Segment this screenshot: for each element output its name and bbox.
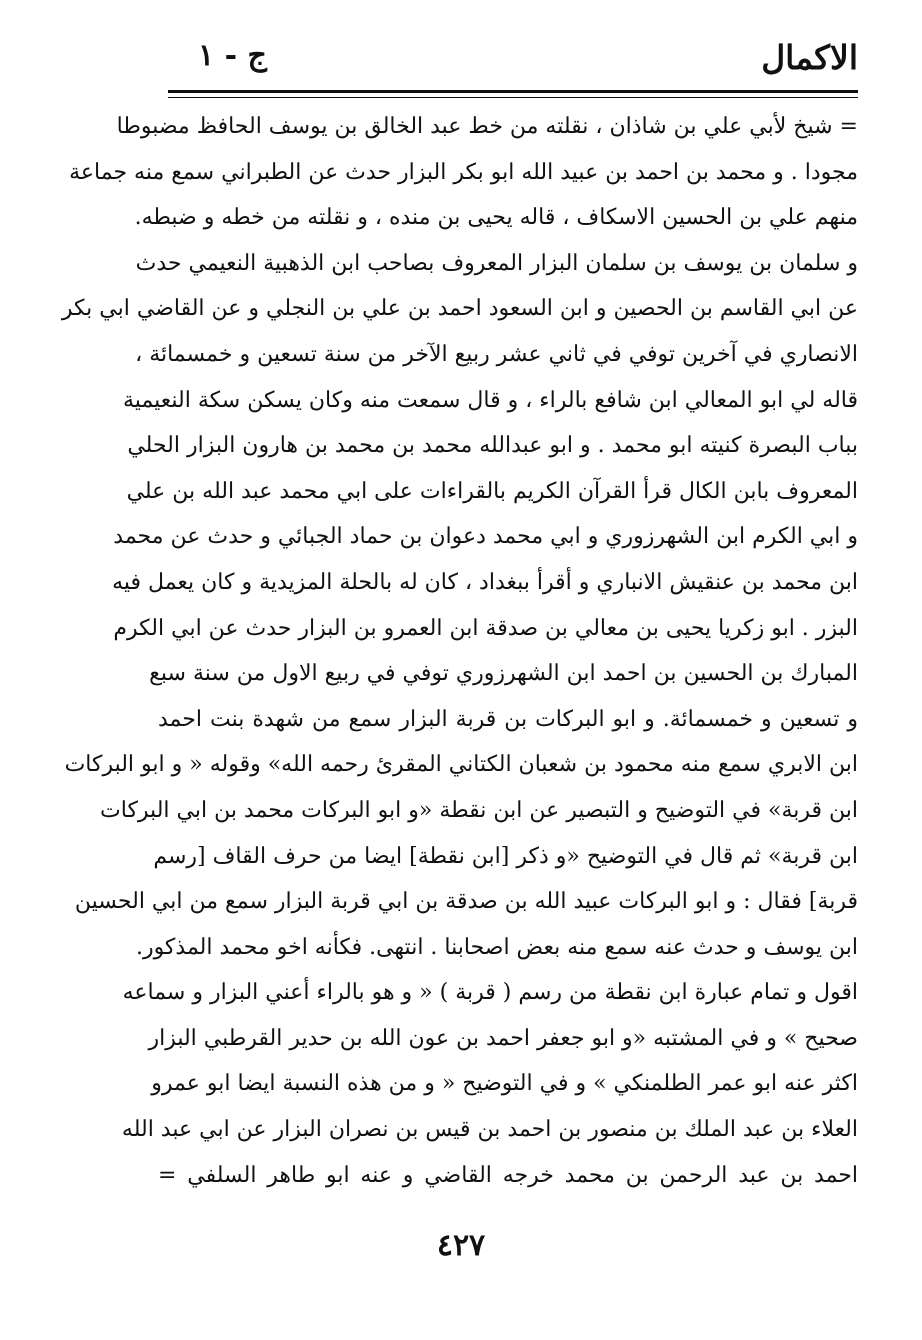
text-line: قربة] فقال : و ابو البركات عبيد الله بن صدقة بن ابي قربة البزار سمع من ابي الحسين bbox=[74, 889, 858, 915]
text-line: المعروف بابن الكال قرأ القرآن الكريم بالقراءات على ابي محمد عبد الله بن علي bbox=[126, 478, 858, 504]
text-line: اكثر عنه ابو عمر الطلمنكي » و في التوضيح « و من هذه النسبة ايضا ابو عمرو bbox=[151, 1071, 858, 1097]
text-line: ابن قربة» ثم قال في التوضيح «و ذكر [ابن نقطة] ايضا من حرف القاف [رسم bbox=[153, 843, 858, 869]
text-line: مجودا . و محمد بن احمد بن عبيد الله ابو بكر البزار حدث عن الطبراني سمع منه جماعة bbox=[69, 159, 858, 185]
text-line: ابن الابري سمع منه محمود بن شعبان الكتاني المقرئ رحمه الله» وقوله « و ابو البركات bbox=[64, 752, 858, 778]
text-line: ابن يوسف و حدث عنه سمع منه بعض اصحابنا . انتهى. فكأنه اخو محمد المذكور. bbox=[135, 934, 858, 960]
text-line: ابن قربة» في التوضيح و التبصير عن ابن نقطة «و ابو البركات محمد بن ابي البركات bbox=[100, 797, 858, 823]
header-rule-thick bbox=[168, 90, 858, 93]
body-text bbox=[61, 104, 859, 1198]
text-line: = شيخ لأبي علي بن شاذان ، نقلته من خط عبد الخالق بن يوسف الحافظ مضبوطا bbox=[116, 114, 858, 139]
text-line: بباب البصرة كنيته ابو محمد . و ابو عبدالله محمد بن محمد بن هارون البزار الحلي bbox=[127, 433, 858, 459]
text-line: عن ابي القاسم بن الحصين و ابن السعود احمد بن علي بن النجلي و عن القاضي ابي بكر bbox=[61, 296, 858, 322]
text-line: و ابي الكرم ابن الشهرزوري و ابي محمد دعوان بن حماد الجبائي و حدث عن محمد bbox=[113, 524, 858, 550]
page-header bbox=[168, 34, 858, 90]
volume-label: ج - ١ bbox=[198, 38, 267, 73]
page-number: ٤٢٧ bbox=[436, 1228, 486, 1263]
text-line: احمد بن عبد الرحمن بن محمد خرجه القاضي و عنه ابو طاهر السلفي = bbox=[158, 1162, 859, 1188]
text-line: البزر . ابو زكريا يحيى بن معالي بن صدقة ابن العمرو بن البزار حدث عن ابي الكرم bbox=[113, 615, 858, 641]
running-title: الاكمال bbox=[761, 38, 858, 77]
header-rule-thin bbox=[168, 97, 858, 98]
text-line: الانصاري في آخرين توفي في ثاني عشر ربيع الآخر من سنة تسعين و خمسمائة ، bbox=[135, 341, 858, 367]
text-line: ابن محمد بن عنقيش الانباري و أقرأ ببغداد ، كان له بالحلة المزيدية و كان يعمل فيه bbox=[112, 569, 858, 595]
text-line: المبارك بن الحسين بن احمد ابن الشهرزوري توفي في ربيع الاول من سنة سبع bbox=[149, 661, 858, 687]
text-line: قاله لي ابو المعالي ابن شافع بالراء ، و قال سمعت منه وكان يسكن سكة النعيمية bbox=[123, 387, 858, 413]
text-line: صحيح » و في المشتبه «و ابو جعفر احمد بن عون الله بن حدير القرطبي البزار bbox=[148, 1025, 858, 1051]
text-line: اقول و تمام عبارة ابن نقطة من رسم ( قربة ) « و هو بالراء أعني البزار و سماعه bbox=[122, 980, 858, 1006]
text-line: منهم علي بن الحسين الاسكاف ، قاله يحيى بن منده ، و نقلته من خطه و ضبطه. bbox=[134, 205, 858, 231]
text-line: و تسعين و خمسمائة. و ابو البركات بن قربة البزار سمع من شهدة بنت احمد bbox=[158, 706, 858, 732]
text-line: و سلمان بن يوسف بن سلمان البزار المعروف بصاحب ابن الذهبية النعيمي حدث bbox=[135, 250, 858, 276]
text-line: العلاء بن عبد الملك بن منصور بن احمد بن قيس بن نصران البزار عن ابي عبد الله bbox=[121, 1117, 858, 1143]
